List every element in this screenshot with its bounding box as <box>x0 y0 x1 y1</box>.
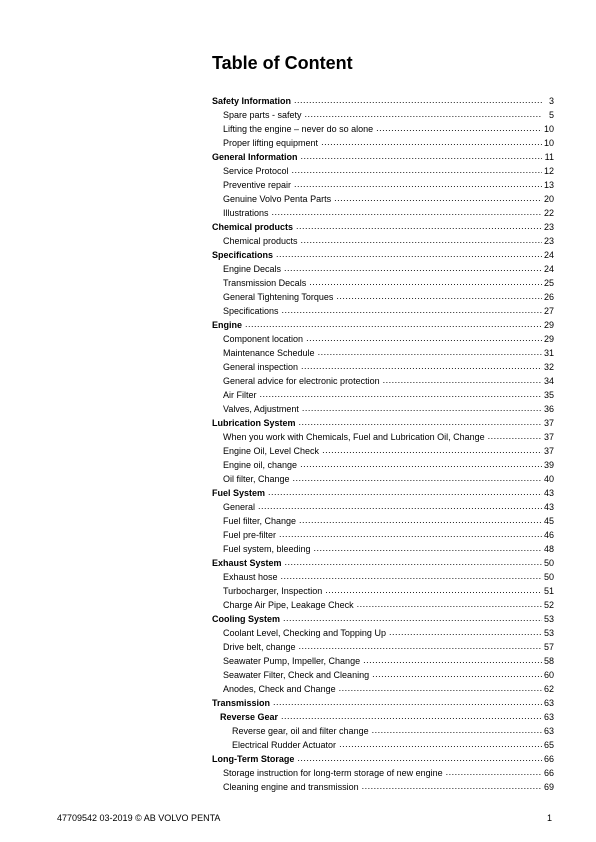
toc-entry-label: Fuel filter, Change <box>223 516 297 526</box>
toc-entry-page: 50 <box>543 572 554 582</box>
toc-entry[interactable] <box>212 598 554 612</box>
toc-entry-exhaust-system[interactable] <box>212 556 554 570</box>
leader-dots <box>339 682 542 695</box>
toc-entry[interactable] <box>212 430 554 444</box>
leader-dots <box>272 206 542 219</box>
toc-entry-label: When you work with Chemicals, Fuel and Lubrication Oil, Change <box>223 432 485 442</box>
toc-entry-general-information[interactable] <box>212 150 554 164</box>
toc-entry-page: 58 <box>543 656 554 666</box>
leader-dots <box>281 710 542 723</box>
toc-entry-label: Valves, Adjustment <box>223 404 299 414</box>
toc-entry-page: 43 <box>543 502 554 512</box>
leader-dots <box>299 514 542 527</box>
toc-entry-label: Air Filter <box>223 390 257 400</box>
toc-entry-label: Fuel System <box>212 488 266 498</box>
toc-entry[interactable] <box>212 192 554 206</box>
page-number: 1 <box>546 813 552 823</box>
leader-dots <box>283 612 542 625</box>
leader-dots <box>281 570 542 583</box>
toc-entry[interactable] <box>212 360 554 374</box>
leader-dots <box>372 724 542 737</box>
leader-dots <box>318 346 542 359</box>
leader-dots <box>285 556 542 569</box>
leader-dots <box>282 304 542 317</box>
leader-dots <box>339 738 542 751</box>
toc-entry-long-term-storage[interactable] <box>212 752 554 766</box>
footer-doc-reference: 47709542 03-2019 © AB VOLVO PENTA <box>57 813 221 823</box>
leader-dots <box>334 192 542 205</box>
toc-entry-label: Maintenance Schedule <box>223 348 315 358</box>
toc-entry-label: Turbocharger, Inspection <box>223 586 323 596</box>
toc-entry[interactable] <box>212 444 554 458</box>
toc-entry-label: Spare parts - safety <box>223 110 302 120</box>
toc-entry-page: 31 <box>543 348 554 358</box>
toc-entry-page: 36 <box>543 404 554 414</box>
toc-entry[interactable] <box>212 724 554 738</box>
toc-entry[interactable] <box>212 164 554 178</box>
leader-dots <box>301 234 542 247</box>
toc-entry[interactable] <box>212 738 554 752</box>
toc-entry-label: Service Protocol <box>223 166 289 176</box>
toc-entry-page: 23 <box>543 222 554 232</box>
leader-dots <box>245 318 542 331</box>
toc-entry-label: Seawater Filter, Check and Cleaning <box>223 670 370 680</box>
toc-entry-page: 40 <box>543 474 554 484</box>
toc-entry[interactable] <box>212 206 554 220</box>
toc-entry-chemical-products[interactable] <box>212 220 554 234</box>
toc-entry-label: Storage instruction for long-term storage of new engine <box>223 768 443 778</box>
toc-entry-page: 39 <box>543 460 554 470</box>
toc-entry-page: 29 <box>543 320 554 330</box>
leader-dots <box>372 668 542 681</box>
toc-entry-cooling-system[interactable] <box>212 612 554 626</box>
toc-entry-label: Engine <box>212 320 243 330</box>
toc-entry[interactable] <box>212 234 554 248</box>
leader-dots <box>260 388 542 401</box>
toc-entry-page: 12 <box>543 166 554 176</box>
toc-entry[interactable] <box>212 542 554 556</box>
leader-dots <box>306 332 542 345</box>
toc-entry[interactable] <box>212 780 554 794</box>
toc-entry-safety-information[interactable] <box>212 94 554 108</box>
toc-entry[interactable] <box>212 514 554 528</box>
toc-entry[interactable] <box>212 122 554 136</box>
toc-entry[interactable] <box>212 304 554 318</box>
toc-entry-page: 66 <box>543 754 554 764</box>
toc-entry[interactable] <box>212 528 554 542</box>
toc-entry-page: 46 <box>543 530 554 540</box>
leader-dots <box>389 626 542 639</box>
toc-entry-page: 26 <box>543 292 554 302</box>
toc-entry[interactable] <box>212 654 554 668</box>
page-title: Table of Content <box>212 53 353 73</box>
leader-dots <box>273 696 542 709</box>
toc-entry-page: 3 <box>548 96 554 106</box>
toc-entry-transmission[interactable] <box>212 696 554 710</box>
toc-entry-lubrication-system[interactable] <box>212 416 554 430</box>
toc-entry-fuel-system[interactable] <box>212 486 554 500</box>
leader-dots <box>376 122 542 135</box>
toc-entry-page: 37 <box>543 432 554 442</box>
toc-entry-label: Lifting the engine – never do so alone <box>223 124 374 134</box>
toc-entry-label: Charge Air Pipe, Leakage Check <box>223 600 354 610</box>
toc-entry-label: General Information <box>212 152 298 162</box>
toc-entry-label: Proper lifting equipment <box>223 138 319 148</box>
toc-entry[interactable] <box>212 500 554 514</box>
toc-entry[interactable] <box>212 766 554 780</box>
toc-entry[interactable] <box>212 388 554 402</box>
toc-entry-page: 29 <box>543 334 554 344</box>
toc-entry[interactable] <box>212 402 554 416</box>
toc-entry-label: Cleaning engine and transmission <box>223 782 359 792</box>
toc-entry[interactable] <box>212 290 554 304</box>
leader-dots <box>383 374 542 387</box>
toc-entry[interactable] <box>212 682 554 696</box>
toc-entry-engine[interactable] <box>212 318 554 332</box>
toc-entry-page: 37 <box>543 446 554 456</box>
leader-dots <box>294 178 542 191</box>
toc-entry-label: Fuel pre-filter <box>223 530 277 540</box>
toc-entry-page: 60 <box>543 670 554 680</box>
toc-entry-label: Coolant Level, Checking and Topping Up <box>223 628 386 638</box>
toc-entry-page: 69 <box>543 782 554 792</box>
toc-entry-label: Preventive repair <box>223 180 292 190</box>
toc-entry-page: 37 <box>543 418 554 428</box>
leader-dots <box>299 416 542 429</box>
toc-entry-label: Component location <box>223 334 304 344</box>
toc-entry[interactable] <box>212 262 554 276</box>
toc-entry[interactable] <box>212 136 554 150</box>
leader-dots <box>268 486 542 499</box>
toc-entry-label: General inspection <box>223 362 299 372</box>
toc-entry-label: Oil filter, Change <box>223 474 290 484</box>
toc-entry-label: Exhaust System <box>212 558 282 568</box>
toc-entry-label: Transmission <box>212 698 271 708</box>
toc-entry-page: 32 <box>543 362 554 372</box>
toc-entry-page: 50 <box>543 558 554 568</box>
toc-entry-page: 20 <box>543 194 554 204</box>
toc-entry-page: 43 <box>543 488 554 498</box>
toc-entry[interactable] <box>212 178 554 192</box>
leader-dots <box>446 766 542 779</box>
toc-entry-page: 10 <box>543 138 554 148</box>
toc-entry-page: 25 <box>543 278 554 288</box>
toc-entry-label: Exhaust hose <box>223 572 278 582</box>
leader-dots <box>296 220 542 233</box>
leader-dots <box>322 444 542 457</box>
toc-entry-page: 24 <box>543 264 554 274</box>
toc-entry-label: Engine Oil, Level Check <box>223 446 320 456</box>
toc-entry[interactable] <box>212 374 554 388</box>
toc-entry-page: 23 <box>543 236 554 246</box>
leader-dots <box>362 780 542 793</box>
toc-entry-label: General advice for electronic protection <box>223 376 380 386</box>
toc-entry-page: 27 <box>543 306 554 316</box>
toc-entry-specifications[interactable] <box>212 248 554 262</box>
toc-entry-page: 5 <box>548 110 554 120</box>
toc-entry-page: 66 <box>543 768 554 778</box>
toc-entry-label: Cooling System <box>212 614 281 624</box>
toc-entry[interactable] <box>212 458 554 472</box>
toc-entry-page: 35 <box>543 390 554 400</box>
toc-entry-page: 63 <box>543 698 554 708</box>
leader-dots <box>301 150 542 163</box>
leader-dots <box>336 290 542 303</box>
leader-dots <box>305 108 542 121</box>
toc-entry[interactable] <box>212 584 554 598</box>
leader-dots <box>302 402 542 415</box>
toc-entry-page: 63 <box>543 726 554 736</box>
leader-dots <box>292 164 542 177</box>
toc-entry-page: 51 <box>543 586 554 596</box>
toc-entry-label: Long-Term Storage <box>212 754 295 764</box>
toc-entry-page: 11 <box>544 152 554 162</box>
leader-dots <box>321 136 542 149</box>
toc-entry-label: Chemical products <box>212 222 294 232</box>
toc-entry-label: Anodes, Check and Change <box>223 684 336 694</box>
leader-dots <box>300 458 542 471</box>
toc-entry-label: Electrical Rudder Actuator <box>232 740 337 750</box>
toc-entry-label: Reverse Gear <box>220 712 279 722</box>
toc-entry-page: 22 <box>543 208 554 218</box>
toc-entry-page: 62 <box>543 684 554 694</box>
toc-entry[interactable] <box>212 570 554 584</box>
toc-entry-label: Fuel system, bleeding <box>223 544 311 554</box>
toc-entry[interactable] <box>212 108 554 122</box>
toc-entry-label: Lubrication System <box>212 418 296 428</box>
toc-entry-label: Specifications <box>212 250 274 260</box>
leader-dots <box>314 542 542 555</box>
toc-entry-label: Safety Information <box>212 96 292 106</box>
leader-dots <box>363 654 542 667</box>
toc-entry-page: 10 <box>543 124 554 134</box>
leader-dots <box>325 584 542 597</box>
toc-entry[interactable] <box>212 640 554 654</box>
leader-dots <box>309 276 542 289</box>
toc-entry-page: 65 <box>543 740 554 750</box>
toc-entry-page: 24 <box>543 250 554 260</box>
leader-dots <box>299 640 542 653</box>
toc-entry[interactable] <box>212 346 554 360</box>
toc-entry-label: Drive belt, change <box>223 642 296 652</box>
leader-dots <box>279 528 542 541</box>
toc-entry[interactable] <box>212 472 554 486</box>
leader-dots <box>294 94 542 107</box>
toc-entry-label: Chemical products <box>223 236 298 246</box>
toc-entry-label: Genuine Volvo Penta Parts <box>223 194 332 204</box>
toc-entry-page: 53 <box>543 614 554 624</box>
toc-entry-label: General Tightening Torques <box>223 292 334 302</box>
leader-dots <box>258 500 542 513</box>
toc-entry[interactable] <box>212 276 554 290</box>
leader-dots <box>293 472 542 485</box>
toc-entry[interactable] <box>212 668 554 682</box>
toc-entry-label: Specifications <box>223 306 279 316</box>
toc-entry-page: 53 <box>543 628 554 638</box>
toc-entry-reverse-gear[interactable] <box>212 710 554 724</box>
toc-entry-label: Transmission Decals <box>223 278 307 288</box>
leader-dots <box>357 598 542 611</box>
toc-entry-label: Illustrations <box>223 208 269 218</box>
toc-entry[interactable] <box>212 332 554 346</box>
toc-entry-label: Reverse gear, oil and filter change <box>232 726 369 736</box>
leader-dots <box>301 360 542 373</box>
toc-entry[interactable] <box>212 626 554 640</box>
toc-entry-label: Engine Decals <box>223 264 282 274</box>
toc-entry-page: 63 <box>543 712 554 722</box>
toc-entry-label: General <box>223 502 256 512</box>
leader-dots <box>488 430 542 443</box>
toc-entry-page: 57 <box>543 642 554 652</box>
toc-entry-label: Seawater Pump, Impeller, Change <box>223 656 361 666</box>
table-of-contents <box>212 94 554 794</box>
toc-entry-page: 13 <box>543 180 554 190</box>
toc-entry-page: 52 <box>543 600 554 610</box>
leader-dots <box>297 752 542 765</box>
leader-dots <box>276 248 542 261</box>
toc-entry-page: 34 <box>543 376 554 386</box>
toc-entry-page: 45 <box>543 516 554 526</box>
toc-entry-label: Engine oil, change <box>223 460 298 470</box>
leader-dots <box>284 262 542 275</box>
toc-entry-page: 48 <box>543 544 554 554</box>
